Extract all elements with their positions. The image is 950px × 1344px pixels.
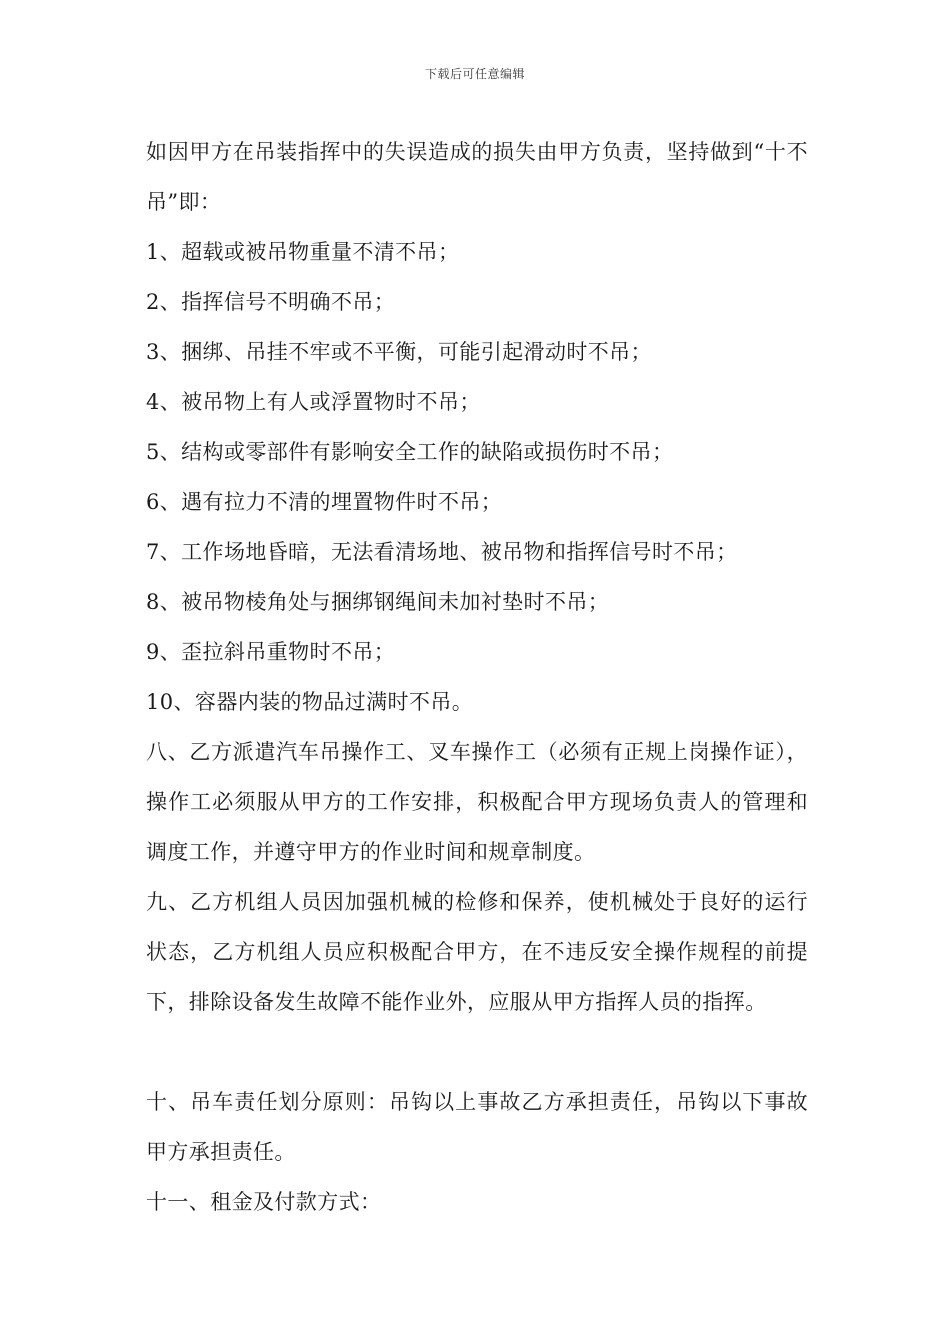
clause-eight: 八、乙方派遣汽车吊操作工、叉车操作工（必须有正规上岗操作证），操作工必须服从甲方的工作安排，积极配合甲方现场负责人的管理和调度工作，并遵守甲方的作业时间和规章制度。 — [146, 740, 808, 864]
list-item-2: 2、指挥信号不明确不吊； — [146, 290, 396, 314]
page-header-note: 下载后可任意编辑 — [424, 67, 525, 81]
clause-ten: 十、吊车责任划分原则：吊钩以上事故乙方承担责任，吊钩以下事故甲方承担责任。 — [146, 1090, 808, 1164]
paragraph-ten-no-lift-intro: 如因甲方在吊装指挥中的失误造成的损失由甲方负责，坚持做到“十不吊”即： — [146, 140, 808, 214]
list-item-7: 7、工作场地昏暗，无法看清场地、被吊物和指挥信号时不吊； — [146, 540, 738, 564]
clause-eleven-heading: 十一、租金及付款方式： — [146, 1190, 382, 1214]
list-item-4: 4、被吊物上有人或浮置物时不吊； — [146, 390, 481, 414]
list-item-8: 8、被吊物棱角处与捆绑钢绳间未加衬垫时不吊； — [146, 590, 610, 614]
clause-nine: 九、乙方机组人员因加强机械的检修和保养，使机械处于良好的运行状态，乙方机组人员应积极配合甲方，在不违反安全操作规程的前提下，排除设备发生故障不能作业外，应服从甲方指挥人员的指挥。 — [146, 890, 808, 1014]
list-item-3: 3、捆绑、吊挂不牢或不平衡，可能引起滑动时不吊； — [146, 340, 652, 364]
document-body — [146, 127, 808, 1227]
list-item-9: 9、歪拉斜吊重物时不吊； — [146, 640, 396, 664]
list-item-10: 10、容器内装的物品过满时不吊。 — [146, 690, 474, 714]
list-item-1: 1、超载或被吊物重量不清不吊； — [146, 240, 460, 264]
list-item-6: 6、遇有拉力不清的埋置物件时不吊； — [146, 490, 503, 514]
list-item-5: 5、结构或零部件有影响安全工作的缺陷或损伤时不吊； — [146, 440, 674, 464]
